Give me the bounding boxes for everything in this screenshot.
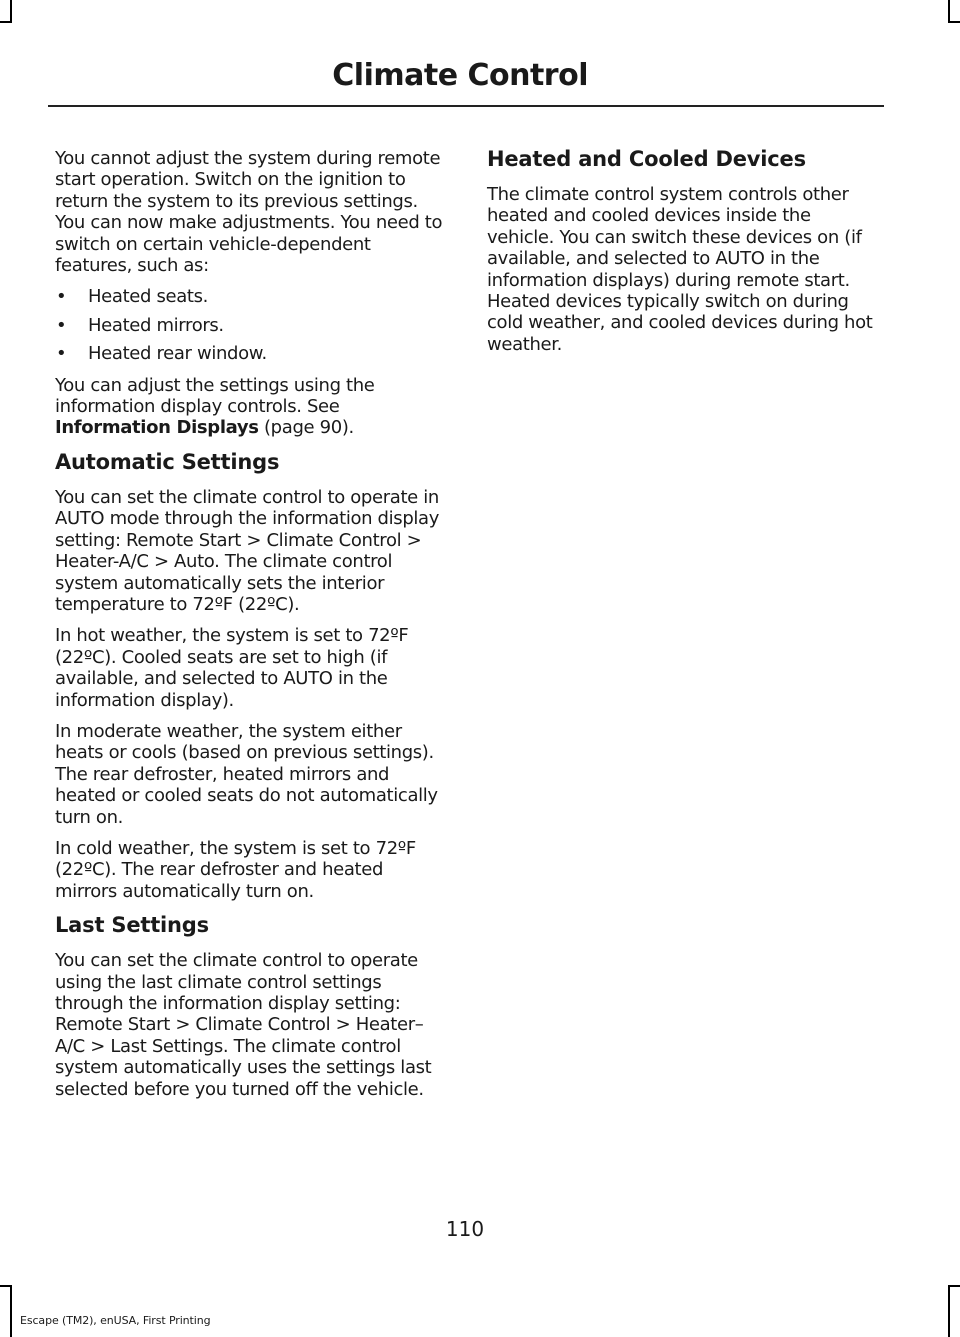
intro-paragraph: You cannot adjust the system during remote start operation. Switch on the ignition to return the system to its previous settings. You can now make adjustments. You need to switch on certain vehicle-dependent features, such as: xyxy=(55,148,443,277)
crop-mark xyxy=(0,1285,12,1287)
list-item-text: Heated seats. xyxy=(88,286,209,308)
automatic-settings-heading: Automatic Settings xyxy=(55,449,280,474)
adjust-page-ref: (page 90). xyxy=(258,417,354,439)
header-divider xyxy=(48,105,884,107)
list-item xyxy=(55,286,449,307)
cold-weather-paragraph: In cold weather, the system is set to 72ºF (22ºC). The rear defroster and heated mirrors automatically turn on. xyxy=(55,837,416,902)
crop-mark xyxy=(10,1285,12,1337)
last-settings-paragraph: You can set the climate control to operate using the last climate control settings through the information display setting: Remote Start > Climate Control > Heater–A/C > Last Settings. The climate control system automatically uses the settings last selected before you turned off the vehicle. xyxy=(55,950,432,1100)
bullet-icon: • xyxy=(56,343,67,365)
footer-text: Escape (TM2), enUSA, First Printing xyxy=(20,1314,211,1327)
crop-mark xyxy=(948,21,960,23)
page-title: Climate Control xyxy=(332,58,588,93)
adjust-text: You can adjust the settings using the information display controls. See xyxy=(55,374,375,418)
bullet-icon: • xyxy=(56,286,67,308)
moderate-weather-paragraph: In moderate weather, the system either heats or cools (based on previous settings). The rear defroster, heated mirrors and heated or cooled seats do not automatically turn on. xyxy=(55,720,438,828)
crop-mark xyxy=(948,0,950,23)
last-settings-heading: Last Settings xyxy=(55,913,209,938)
bullet-icon: • xyxy=(56,314,67,336)
heated-cooled-devices-paragraph: The climate control system controls other heated and cooled devices inside the vehicle. You can switch these devices on (if available, and selected to AUTO in the information displays) during remote start. Heated devices typically switch on during cold weather, and cooled devices during hot weather. xyxy=(487,184,873,355)
page-number: 110 xyxy=(445,1217,485,1241)
information-displays-link[interactable]: Information Displays xyxy=(55,417,259,439)
list-item-text: Heated rear window. xyxy=(88,343,267,365)
adjust-paragraph xyxy=(55,375,449,439)
crop-mark xyxy=(948,1285,950,1337)
list-item xyxy=(55,343,449,364)
list-item-text: Heated mirrors. xyxy=(88,314,224,336)
crop-mark xyxy=(10,0,12,23)
crop-mark xyxy=(948,1285,960,1287)
heated-cooled-devices-heading: Heated and Cooled Devices xyxy=(487,147,806,171)
list-item xyxy=(55,315,449,336)
hot-weather-paragraph: In hot weather, the system is set to 72ºF (22ºC). Cooled seats are set to high (if available, and selected to AUTO in the information display). xyxy=(55,625,409,711)
crop-mark xyxy=(0,21,12,23)
left-column xyxy=(55,148,449,1110)
automatic-paragraph: You can set the climate control to operate in AUTO mode through the information display setting: Remote Start > Climate Control > Heater-A/C > Auto. The climate control system automatically sets the interior temperature to 72ºF (22ºC). xyxy=(55,486,440,615)
right-column xyxy=(487,146,881,365)
feature-list xyxy=(55,286,449,364)
